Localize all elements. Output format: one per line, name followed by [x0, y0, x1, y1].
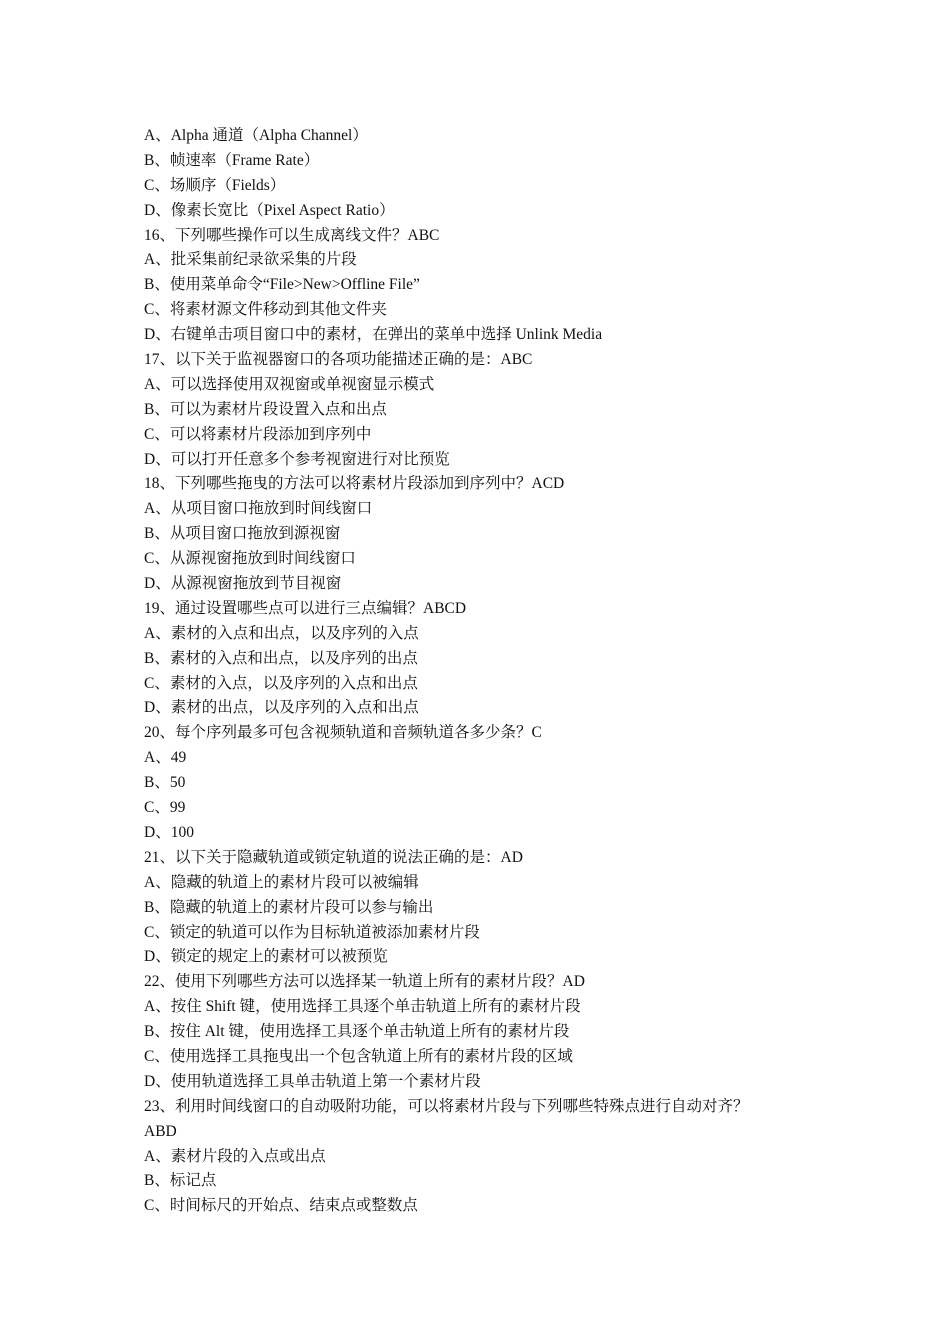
- question-16-option-a: A、批采集前纪录欲采集的片段: [144, 251, 357, 269]
- question-23-option-a: A、素材片段的入点或出点: [144, 1147, 326, 1165]
- question-16-option-d: D、右键单击项目窗口中的素材，在弹出的菜单中选择 Unlink Media: [144, 326, 603, 344]
- question-17-option-c: C、可以将素材片段添加到序列中: [144, 425, 372, 443]
- question-23-option-b: B、标记点: [144, 1172, 217, 1190]
- question-23: 23、利用时间线窗口的自动吸附功能，可以将素材片段与下列哪些特殊点进行自动对齐？: [144, 1097, 749, 1115]
- question-22-option-a: A、按住 Shift 键，使用选择工具逐个单击轨道上所有的素材片段: [144, 998, 581, 1016]
- question-18-option-c: C、从源视窗拖放到时间线窗口: [144, 550, 356, 568]
- option-d-pixel-aspect-ratio: D、像素长宽比（Pixel Aspect Ratio）: [144, 201, 395, 219]
- option-c-fields: C、场顺序（Fields）: [144, 176, 286, 194]
- question-19-option-b: B、素材的入点和出点，以及序列的出点: [144, 649, 418, 667]
- question-21: 21、以下关于隐藏轨道或锁定轨道的说法正确的是：AD: [144, 848, 523, 866]
- question-20-option-c: C、99: [144, 799, 186, 817]
- question-18-option-a: A、从项目窗口拖放到时间线窗口: [144, 500, 373, 518]
- question-list: [144, 124, 814, 1219]
- question-22-option-b: B、按住 Alt 键，使用选择工具逐个单击轨道上所有的素材片段: [144, 1023, 570, 1041]
- question-22: 22、使用下列哪些方法可以选择某一轨道上所有的素材片段？AD: [144, 973, 585, 991]
- question-19-option-c: C、素材的入点，以及序列的入点和出点: [144, 674, 418, 692]
- question-18-option-b: B、从项目窗口拖放到源视窗: [144, 525, 341, 543]
- question-21-option-b: B、隐藏的轨道上的素材片段可以参与输出: [144, 898, 434, 916]
- question-17-option-d: D、可以打开任意多个参考视窗进行对比预览: [144, 450, 450, 468]
- question-19-option-a: A、素材的入点和出点，以及序列的入点: [144, 624, 419, 642]
- question-16-option-b: B、使用菜单命令“File>New>Offline File”: [144, 276, 420, 294]
- question-19: 19、通过设置哪些点可以进行三点编辑？ABCD: [144, 599, 467, 617]
- question-21-option-c: C、锁定的轨道可以作为目标轨道被添加素材片段: [144, 923, 480, 941]
- question-21-option-a: A、隐藏的轨道上的素材片段可以被编辑: [144, 873, 419, 891]
- question-22-option-c: C、使用选择工具拖曳出一个包含轨道上所有的素材片段的区域: [144, 1047, 573, 1065]
- question-17-option-a: A、可以选择使用双视窗或单视窗显示模式: [144, 375, 435, 393]
- question-20-option-d: D、100: [144, 823, 194, 841]
- question-23-option-c: C、时间标尺的开始点、结束点或整数点: [144, 1197, 418, 1215]
- option-b-frame-rate: B、帧速率（Frame Rate）: [144, 151, 320, 169]
- question-16-option-c: C、将素材源文件移动到其他文件夹: [144, 301, 387, 319]
- question-20-option-a: A、49: [144, 749, 187, 767]
- question-16: 16、下列哪些操作可以生成离线文件？ABC: [144, 226, 440, 244]
- question-22-option-d: D、使用轨道选择工具单击轨道上第一个素材片段: [144, 1072, 481, 1090]
- question-17: 17、以下关于监视器窗口的各项功能描述正确的是：ABC: [144, 351, 533, 369]
- question-21-option-d: D、锁定的规定上的素材可以被预览: [144, 948, 388, 966]
- question-23-answer: ABD: [144, 1122, 177, 1140]
- option-a-alpha-channel: A、Alpha 通道（Alpha Channel）: [144, 127, 368, 144]
- question-18: 18、下列哪些拖曳的方法可以将素材片段添加到序列中？ACD: [144, 475, 565, 493]
- question-19-option-d: D、素材的出点，以及序列的入点和出点: [144, 699, 419, 717]
- question-18-option-d: D、从源视窗拖放到节目视窗: [144, 575, 342, 593]
- question-17-option-b: B、可以为素材片段设置入点和出点: [144, 400, 387, 418]
- question-20: 20、每个序列最多可包含视频轨道和音频轨道各多少条？C: [144, 724, 542, 742]
- question-20-option-b: B、50: [144, 774, 186, 792]
